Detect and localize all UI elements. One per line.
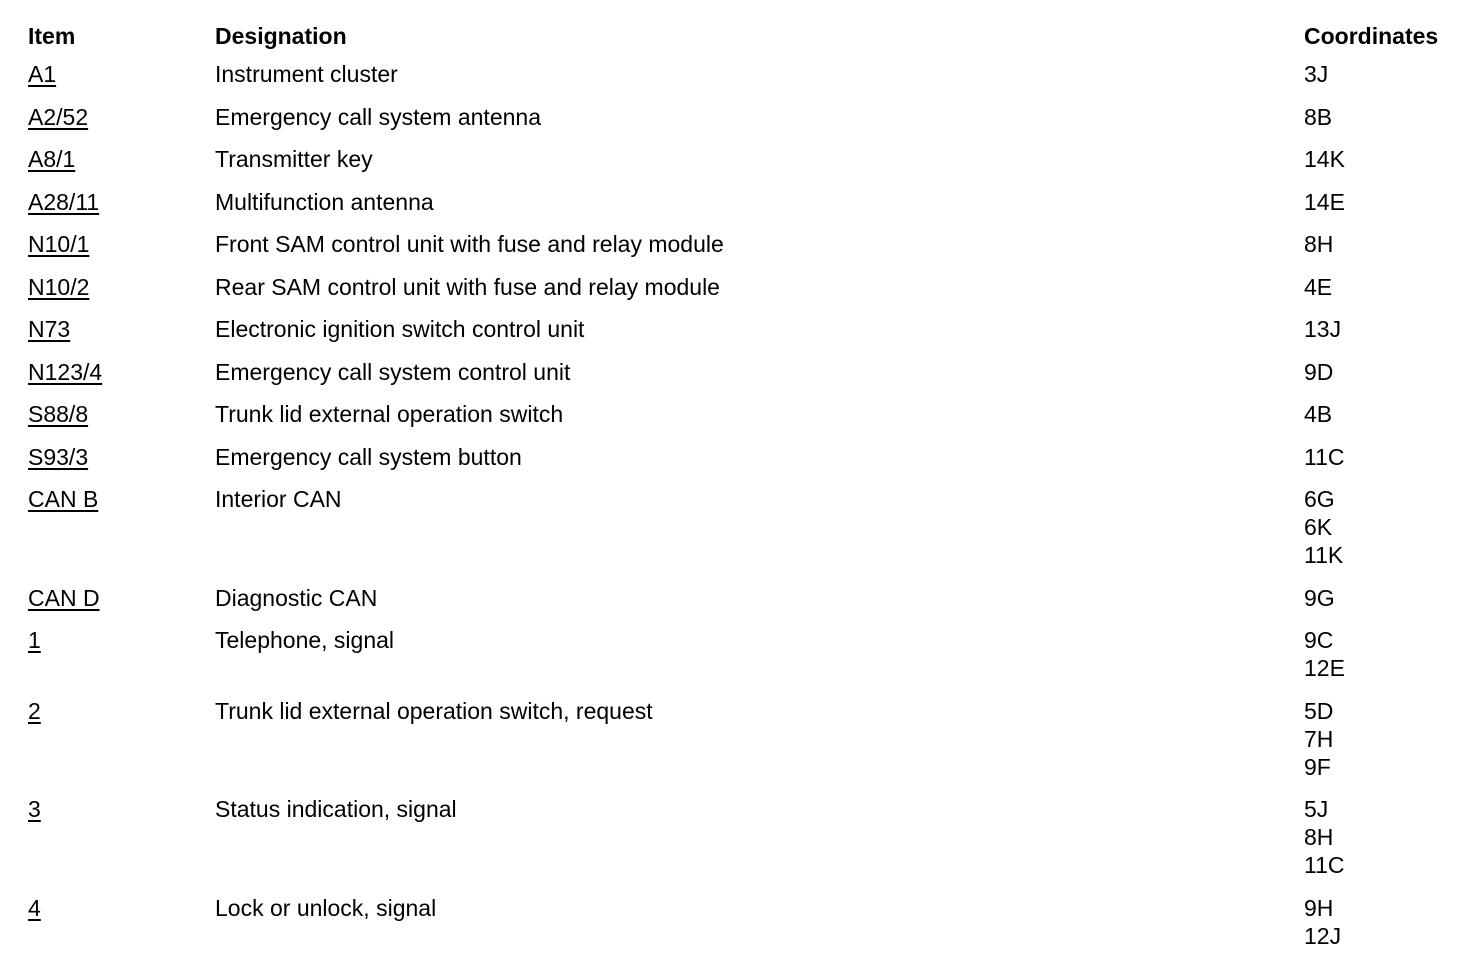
- coordinate-value: 6K: [1304, 514, 1333, 540]
- item-cell: [28, 145, 215, 173]
- item-link[interactable]: 1: [28, 627, 41, 653]
- item-cell: [28, 584, 215, 612]
- table-row: [28, 358, 1458, 401]
- coordinate-value: 5J: [1304, 796, 1329, 822]
- table-row: [28, 485, 1458, 584]
- designation-cell: Instrument cluster: [215, 61, 398, 87]
- table-row: [28, 145, 1458, 188]
- item-link[interactable]: A2/52: [28, 103, 89, 130]
- item-link[interactable]: 4: [28, 894, 41, 921]
- header-designation: Designation: [215, 23, 347, 49]
- item-link[interactable]: A28/11: [28, 188, 100, 215]
- coordinate-value: 11C: [1304, 852, 1345, 878]
- coordinate-value: 14K: [1304, 146, 1345, 172]
- item-link[interactable]: N73: [28, 316, 71, 342]
- table-row: [28, 60, 1458, 103]
- item-cell: [28, 697, 215, 725]
- coordinate-value: 9H: [1304, 894, 1334, 921]
- table-row: [28, 626, 1458, 697]
- coordinates-cell: [1304, 400, 1458, 428]
- coordinate-value: 8H: [1304, 824, 1334, 850]
- table-row: [28, 584, 1458, 627]
- designation-cell: Trunk lid external operation switch: [215, 401, 564, 427]
- legend-header-row: [28, 20, 1458, 60]
- coordinate-value: 8B: [1304, 103, 1333, 130]
- coordinates-cell: [1304, 188, 1458, 216]
- item-cell: [28, 188, 215, 216]
- item-link[interactable]: 2: [28, 697, 41, 724]
- coordinates-cell: [1304, 145, 1458, 173]
- coordinate-value: 9C: [1304, 627, 1334, 653]
- coordinate-value: 3J: [1304, 61, 1329, 87]
- designation-cell: Trunk lid external operation switch, request: [215, 697, 653, 724]
- coordinates-cell: [1304, 230, 1458, 258]
- coordinates-cell: [1304, 273, 1458, 301]
- table-row: [28, 894, 1458, 965]
- item-cell: [28, 626, 215, 654]
- coordinate-value: 11K: [1304, 542, 1344, 568]
- item-cell: [28, 358, 215, 386]
- table-row: [28, 795, 1458, 894]
- item-link[interactable]: S93/3: [28, 443, 89, 470]
- designation-cell: Rear SAM control unit with fuse and relay module: [215, 273, 720, 300]
- designation-cell: Emergency call system button: [215, 443, 522, 470]
- legend-rows: [28, 60, 1458, 964]
- item-link[interactable]: S88/8: [28, 401, 89, 427]
- coordinate-value: 14E: [1304, 188, 1345, 215]
- designation-cell: Lock or unlock, signal: [215, 894, 437, 921]
- coordinate-value: 4B: [1304, 401, 1333, 427]
- table-row: [28, 697, 1458, 796]
- item-cell: [28, 400, 215, 428]
- legend-table: [28, 20, 1458, 964]
- item-cell: [28, 795, 215, 823]
- coordinate-value: 9F: [1304, 753, 1331, 780]
- item-cell: [28, 60, 215, 88]
- item-link[interactable]: CAN B: [28, 486, 99, 512]
- coordinate-value: 11C: [1304, 443, 1345, 470]
- coordinate-value: 9G: [1304, 584, 1335, 611]
- coordinate-value: 6G: [1304, 486, 1335, 512]
- table-row: [28, 400, 1458, 443]
- designation-cell: Front SAM control unit with fuse and relay module: [215, 231, 724, 257]
- coordinate-value: 12J: [1304, 922, 1342, 949]
- coordinates-cell: [1304, 795, 1458, 879]
- coordinate-value: 8H: [1304, 231, 1334, 257]
- coordinates-cell: [1304, 315, 1458, 343]
- item-cell: [28, 443, 215, 471]
- table-row: [28, 230, 1458, 273]
- coordinates-cell: [1304, 584, 1458, 612]
- table-row: [28, 315, 1458, 358]
- item-cell: [28, 485, 215, 513]
- item-cell: [28, 273, 215, 301]
- coordinates-cell: [1304, 358, 1458, 386]
- item-link[interactable]: N10/1: [28, 231, 90, 257]
- item-link[interactable]: N10/2: [28, 273, 90, 300]
- item-cell: [28, 230, 215, 258]
- coordinates-cell: [1304, 626, 1458, 682]
- coordinate-value: 7H: [1304, 725, 1334, 752]
- coordinates-cell: [1304, 485, 1458, 569]
- item-cell: [28, 103, 215, 131]
- designation-cell: Electronic ignition switch control unit: [215, 316, 585, 342]
- table-row: [28, 188, 1458, 231]
- coordinates-cell: [1304, 443, 1458, 471]
- header-item: Item: [28, 23, 76, 49]
- item-link[interactable]: A8/1: [28, 146, 76, 172]
- coordinates-cell: [1304, 697, 1458, 781]
- item-link[interactable]: CAN D: [28, 584, 100, 611]
- coordinates-cell: [1304, 60, 1458, 88]
- table-row: [28, 443, 1458, 486]
- item-link[interactable]: A1: [28, 61, 57, 87]
- designation-cell: Emergency call system antenna: [215, 103, 541, 130]
- designation-cell: Multifunction antenna: [215, 188, 434, 215]
- header-coordinates: Coordinates: [1304, 23, 1439, 49]
- designation-cell: Emergency call system control unit: [215, 358, 571, 385]
- table-row: [28, 103, 1458, 146]
- coordinates-cell: [1304, 894, 1458, 950]
- table-row: [28, 273, 1458, 316]
- coordinate-value: 4E: [1304, 273, 1333, 300]
- coordinate-value: 9D: [1304, 358, 1334, 385]
- designation-cell: Interior CAN: [215, 486, 342, 512]
- item-cell: [28, 315, 215, 343]
- coordinate-value: 5D: [1304, 697, 1334, 724]
- designation-cell: Transmitter key: [215, 146, 373, 172]
- coordinates-cell: [1304, 103, 1458, 131]
- item-link[interactable]: 3: [28, 796, 41, 822]
- designation-cell: Status indication, signal: [215, 796, 457, 822]
- designation-cell: Diagnostic CAN: [215, 584, 378, 611]
- item-cell: [28, 894, 215, 922]
- designation-cell: Telephone, signal: [215, 627, 395, 653]
- item-link[interactable]: N123/4: [28, 358, 103, 385]
- coordinate-value: 13J: [1304, 316, 1342, 342]
- coordinate-value: 12E: [1304, 655, 1345, 681]
